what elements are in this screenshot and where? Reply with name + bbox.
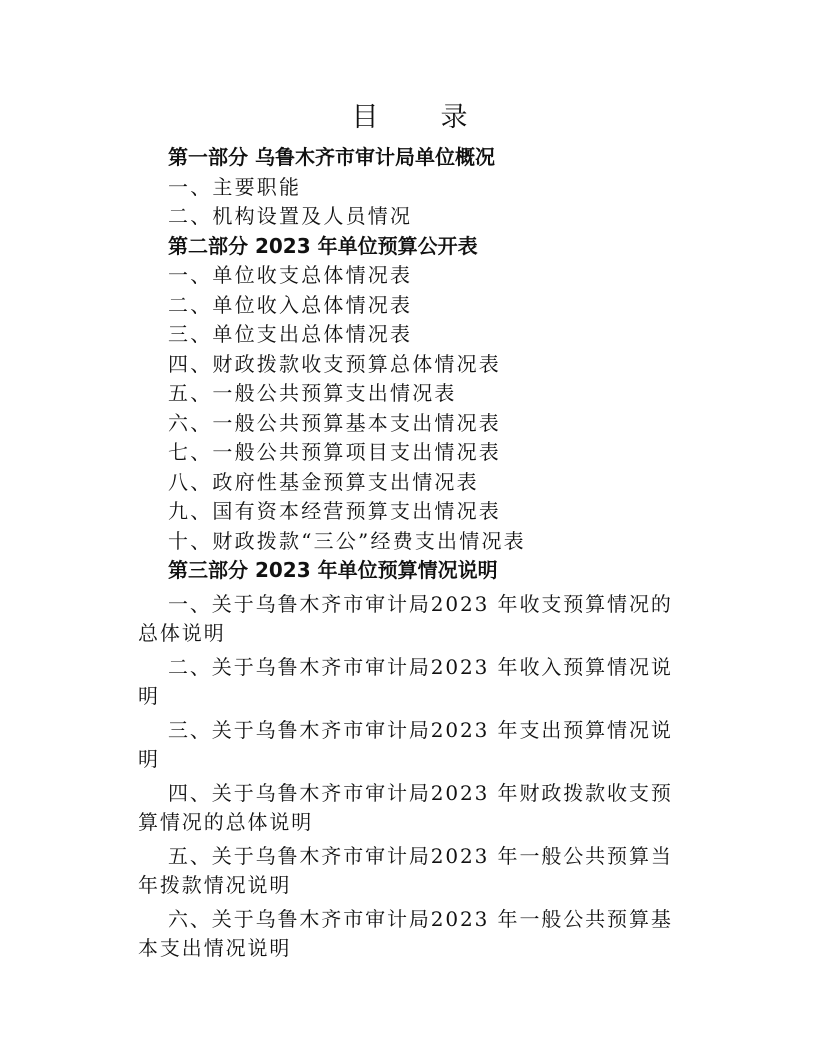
toc-paragraph-entry[interactable]: 一、关于乌鲁木齐市审计局2023 年收支预算情况的总体说明 [138,591,673,645]
section-heading-part3[interactable]: 第三部分 2023 年单位预算情况说明 [168,558,498,582]
toc-entry[interactable]: 十、财政拨款“三公”经费支出情况表 [168,528,526,553]
toc-entry[interactable]: 四、财政拨款收支预算总体情况表 [168,351,501,376]
toc-page [138,96,683,964]
toc-entry[interactable]: 七、一般公共预算项目支出情况表 [168,440,501,464]
toc-entry[interactable]: 三、单位支出总体情况表 [168,322,413,346]
section-heading-part1[interactable]: 第一部分 乌鲁木齐市审计局单位概况 [168,145,495,169]
toc-paragraph-entry[interactable]: 四、关于乌鲁木齐市审计局2023 年财政拨款收支预算情况的总体说明 [138,780,673,834]
toc-entry[interactable]: 五、一般公共预算支出情况表 [168,381,457,405]
toc-title [138,96,683,140]
toc-entry[interactable]: 一、主要职能 [168,174,302,199]
toc-entry[interactable]: 六、一般公共预算基本支出情况表 [168,410,501,435]
toc-paragraph-entry[interactable]: 二、关于乌鲁木齐市审计局2023 年收入预算情况说明 [138,654,673,708]
toc-entry[interactable]: 九、国有资本经营预算支出情况表 [168,499,501,523]
toc-paragraph-entry[interactable]: 六、关于乌鲁木齐市审计局2023 年一般公共预算基本支出情况说明 [138,906,673,960]
toc-title-right: 录 [440,102,470,133]
toc-entry[interactable]: 八、政府性基金预算支出情况表 [168,469,479,494]
toc-title-left: 目 [351,102,381,133]
toc-paragraph-entry[interactable]: 三、关于乌鲁木齐市审计局2023 年支出预算情况说明 [138,717,673,771]
toc-entry[interactable]: 二、单位收入总体情况表 [168,292,413,317]
toc-paragraph-entry[interactable]: 五、关于乌鲁木齐市审计局2023 年一般公共预算当年拨款情况说明 [138,843,673,897]
toc-entry[interactable]: 一、单位收支总体情况表 [168,263,413,287]
section-heading-part2[interactable]: 第二部分 2023 年单位预算公开表 [168,233,478,258]
toc-entry[interactable]: 二、机构设置及人员情况 [168,204,413,228]
